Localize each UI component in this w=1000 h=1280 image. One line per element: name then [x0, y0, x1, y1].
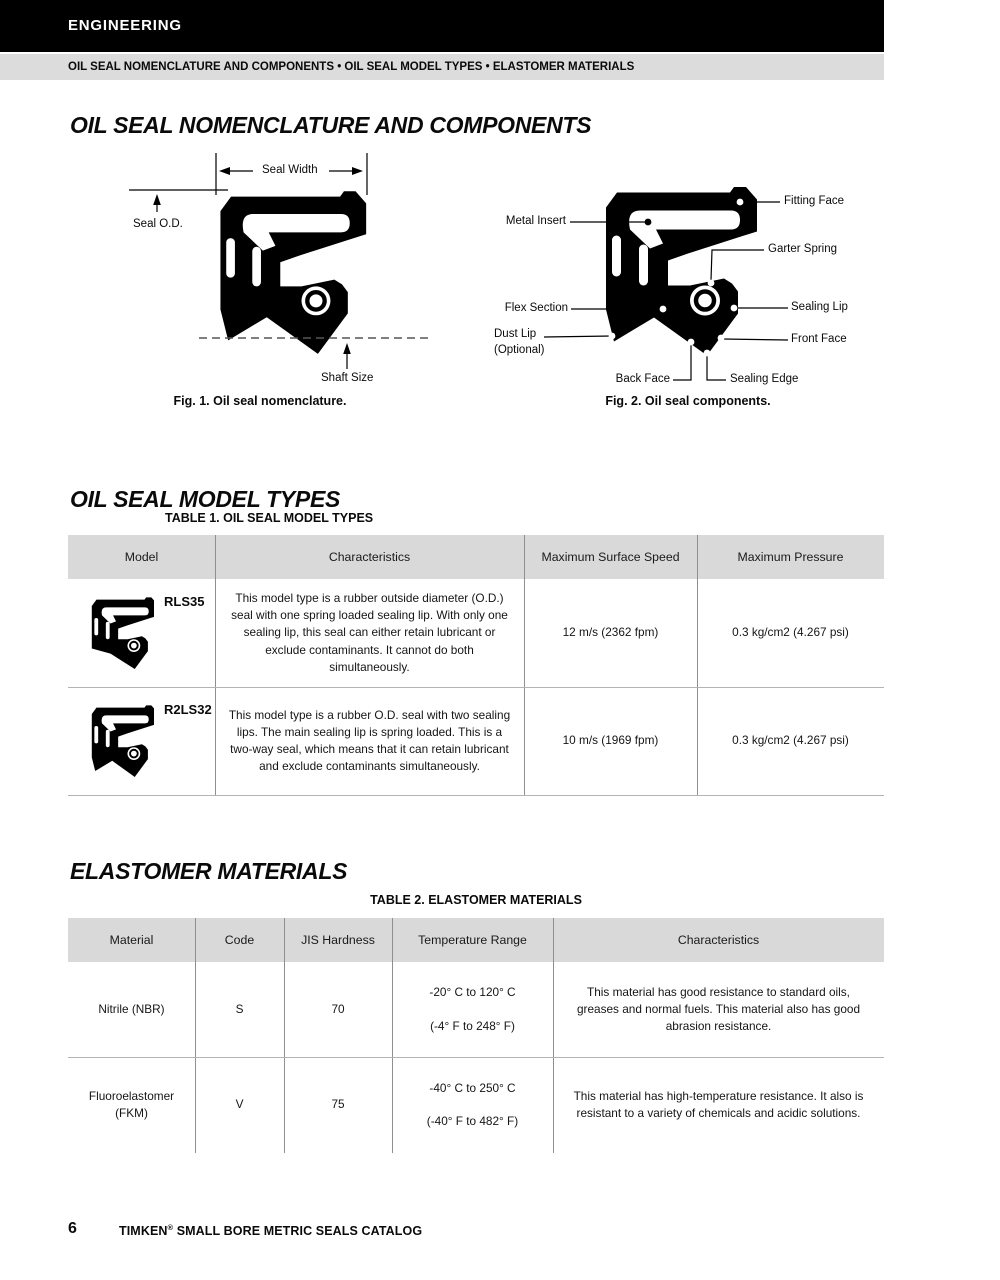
oil-seal-model-types-table: [68, 535, 884, 795]
r2ls32-seal-icon: [84, 701, 154, 781]
fig2-label-back-face: Back Face: [615, 373, 670, 385]
table1-header-max-pressure: Maximum Pressure: [737, 550, 844, 564]
arrow-up-icon: [153, 194, 161, 205]
temp-celsius: -40° C to 250° C: [429, 1080, 516, 1095]
fig2-label-front-face: Front Face: [791, 333, 847, 345]
table2-header-jis-hardness: JIS Hardness: [301, 933, 375, 947]
section2-title: OIL SEAL MODEL TYPES: [70, 486, 341, 512]
garter-spring-dot-icon: [708, 280, 715, 287]
sealing-edge-dot-icon: [704, 350, 711, 357]
footer-brand: TIMKEN: [119, 1224, 168, 1238]
section1-title: OIL SEAL NOMENCLATURE AND COMPONENTS: [70, 112, 592, 138]
section3-title: ELASTOMER MATERIALS: [70, 858, 348, 884]
column-divider: [392, 918, 393, 1153]
page-header-bar: [0, 0, 884, 52]
page-header-title: ENGINEERING: [68, 17, 182, 34]
arrow-up-icon: [343, 343, 351, 354]
column-divider: [215, 535, 216, 795]
column-divider: [553, 918, 554, 1153]
fig1-drawing: [95, 148, 465, 420]
table-bottom-line: [68, 795, 884, 796]
table1-header-model: Model: [124, 550, 159, 564]
column-divider: [524, 535, 525, 795]
fig2-oil-seal-components: [480, 148, 900, 420]
page-number: 6: [68, 1220, 77, 1237]
material-characteristics: This material has high-temperature resistance. It also is resistant to a variety of chemicals and acidic solutions.: [573, 1088, 864, 1120]
model-max-pressure: 0.3 kg/cm2 (4.267 psi): [732, 625, 849, 640]
back-face-dot-icon: [688, 339, 695, 346]
fig2-drawing: [480, 148, 900, 420]
model-max-pressure: 0.3 kg/cm2 (4.267 psi): [732, 733, 849, 748]
fig2-label-flex-section: Flex Section: [504, 302, 568, 314]
registered-trademark-icon: ®: [167, 1223, 174, 1232]
fig2-label-dust-lip: Dust Lip: [494, 328, 537, 340]
material-code: S: [235, 1001, 244, 1016]
table1-header-row: [68, 535, 884, 579]
rls35-seal-icon: [84, 593, 154, 673]
column-divider: [195, 918, 196, 1153]
arrow-right-icon: [352, 167, 363, 175]
table2-header-temperature-range: Temperature Range: [418, 933, 527, 947]
fig1-label-seal-width: Seal Width: [262, 164, 318, 176]
table2-caption: TABLE 2. ELASTOMER MATERIALS: [370, 893, 582, 907]
material-characteristics: This material has good resistance to standard oils, greases and normal fuels. This material also has good abrasion resistance.: [576, 984, 861, 1034]
metal-insert-dot-icon: [645, 219, 652, 226]
elastomer-materials-table: [68, 918, 884, 1153]
fig1-caption: Fig. 1. Oil seal nomenclature.: [173, 394, 347, 408]
column-divider: [697, 535, 698, 795]
table1-header-characteristics: Characteristics: [328, 550, 411, 564]
column-divider: [284, 918, 285, 1153]
temp-celsius: -20° C to 120° C: [429, 985, 516, 1000]
row-divider: [68, 1057, 884, 1058]
fig2-label-sealing-lip: Sealing Lip: [791, 301, 848, 313]
breadcrumb: OIL SEAL NOMENCLATURE AND COMPONENTS • OIL SEAL MODEL TYPES • ELASTOMER MATERIALS: [68, 61, 635, 73]
material-code: V: [235, 1097, 244, 1112]
material-name: Nitrile (NBR): [98, 1001, 165, 1016]
table2-header-row: [68, 918, 884, 962]
fig1-oil-seal-nomenclature: [95, 148, 465, 420]
temp-fahrenheit: (-40° F to 482° F): [426, 1114, 519, 1128]
flex-section-dot-icon: [660, 306, 667, 313]
material-name: Fluoroelastomer (FKM): [88, 1088, 175, 1120]
arrow-left-icon: [219, 167, 230, 175]
row-divider: [68, 687, 884, 688]
fig2-label-dust-lip-optional: (Optional): [494, 344, 545, 356]
page-subheader-bar: [0, 54, 884, 80]
material-temperature-range: [392, 1057, 553, 1153]
model-characteristics: This model type is a rubber outside diameter (O.D.) seal with one spring loaded sealing lip. With only one sealing lip, this seal can either retain lubricant or exclude contaminants. It cannot do both simultaneously.: [231, 591, 508, 674]
table2-header-code: Code: [224, 933, 255, 947]
material-hardness: 75: [331, 1097, 345, 1112]
fig2-caption: Fig. 2. Oil seal components.: [605, 394, 771, 408]
table2-header-characteristics: Characteristics: [677, 933, 760, 947]
model-name: RLS35: [164, 594, 205, 609]
fitting-face-dot-icon: [737, 199, 744, 206]
temp-fahrenheit: (-4° F to 248° F): [430, 1018, 515, 1033]
front-face-dot-icon: [718, 335, 725, 342]
sealing-lip-dot-icon: [731, 305, 738, 312]
footer-catalog-title: [119, 1224, 422, 1238]
model-max-speed: 10 m/s (1969 fpm): [562, 733, 659, 748]
footer-catalog-rest: SMALL BORE METRIC SEALS CATALOG: [173, 1224, 423, 1238]
table1-caption: TABLE 1. OIL SEAL MODEL TYPES: [165, 511, 374, 525]
model-max-speed: 12 m/s (2362 fpm): [562, 625, 659, 640]
dust-lip-dot-icon: [609, 333, 616, 340]
fig2-label-garter-spring: Garter Spring: [768, 243, 838, 255]
fig2-label-fitting-face: Fitting Face: [784, 195, 845, 207]
material-hardness: 70: [331, 1001, 345, 1016]
table2-header-material: Material: [109, 933, 154, 947]
fig1-label-seal-od: Seal O.D.: [133, 218, 183, 230]
fig2-label-metal-insert: Metal Insert: [505, 215, 566, 227]
fig1-label-shaft-size: Shaft Size: [321, 372, 374, 384]
model-characteristics: This model type is a rubber O.D. seal with two sealing lips. The main sealing lip is spring loaded. This is a two-way seal, which means that it can retain lubricant and exclude contaminants simultaneously.: [228, 707, 511, 774]
fig2-label-sealing-edge: Sealing Edge: [730, 373, 799, 385]
material-temperature-range: [392, 962, 553, 1057]
table1-header-max-surface-speed: Maximum Surface Speed: [541, 550, 680, 564]
model-name: R2LS32: [164, 702, 212, 717]
